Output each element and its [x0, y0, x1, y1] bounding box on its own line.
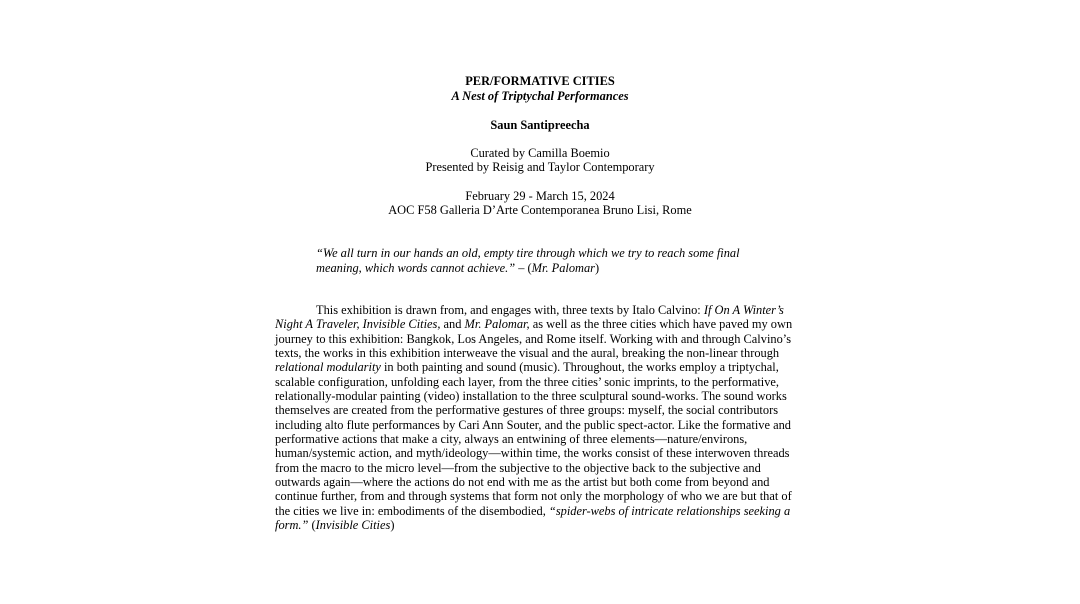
body-line: [275, 518, 805, 532]
body-line: human/systemic action, and myth/ideology—within time, the works consist of these interwoven threads: [275, 446, 790, 461]
curator-line: Curated by Camilla Boemio: [470, 146, 610, 160]
epigraph-source: Mr. Palomar: [531, 260, 596, 275]
epigraph-line-2: [316, 261, 786, 276]
body-line: themselves are created from the performative gestures of three groups: myself, the social contributors: [275, 403, 779, 418]
body-text-run: as well as the three cities which have paved my own: [529, 317, 793, 332]
body-line: [275, 303, 805, 317]
artist-name: Saun Santipreecha: [490, 118, 590, 132]
emphasis-term: relational modularity: [275, 360, 381, 375]
body-paragraph: [275, 303, 805, 533]
inline-quote: “spider-webs of intricate relationships seeking a: [548, 503, 791, 518]
body-text-run: ): [390, 518, 395, 533]
book-title: Invisible Cities: [315, 518, 391, 533]
book-title: If On A Winter’s: [703, 303, 784, 317]
epigraph-close: ): [595, 260, 600, 275]
presenter-line: Presented by Reisig and Taylor Contemporary: [425, 160, 655, 174]
body-line: texts, the works in this exhibition interweave the visual and the aural, breaking the non-linear through: [275, 346, 780, 361]
book-title: Mr. Palomar,: [464, 317, 530, 332]
epigraph-quote: [316, 246, 786, 275]
body-line: outwards again—where the actions do not end with me as the artist but both come from beyond and: [275, 475, 770, 490]
body-text-run: (: [308, 518, 316, 533]
body-line: journey to this exhibition: Bangkok, Los Angeles, and Rome itself. Working with and through Calvino’s: [275, 331, 792, 346]
body-text-run: and: [440, 317, 465, 332]
book-title: Night A Traveler, Invisible Cities,: [275, 317, 441, 332]
body-text-run: This exhibition is drawn from, and engages with, three texts by Italo Calvino:: [316, 303, 704, 317]
body-line: from the macro to the micro level—from the subjective to the objective back to the subjective and: [275, 460, 761, 475]
epigraph-line-2-text: meaning, which words cannot achieve.”: [316, 260, 516, 275]
body-line: scalable configuration, unfolding each layer, from the three cities’ sonic imprints, to the performative,: [275, 374, 780, 389]
body-line: performative actions that make a city, always an entwining of three elements—nature/environs,: [275, 432, 748, 447]
body-line: relationally-modular painting (video) installation to the three sculptural sound-works. The sound works: [275, 389, 787, 404]
exhibition-dates: February 29 - March 15, 2024: [465, 189, 615, 203]
body-line: continue further, from and through systems that form not only the morphology of who we are but that of: [275, 489, 792, 504]
body-text-run: in both painting and sound (music). Throughout, the works employ a triptychal,: [380, 360, 779, 375]
body-line: [275, 317, 805, 331]
epigraph-dash: – (: [515, 260, 532, 275]
epigraph-line-1: “We all turn in our hands an old, empty tire through which we try to reach some final: [316, 246, 740, 260]
body-line: [275, 360, 805, 374]
exhibition-venue: AOC F58 Galleria D’Arte Contemporanea Bruno Lisi, Rome: [388, 203, 692, 217]
body-line: [275, 504, 805, 518]
body-line: including alto flute performances by Cari Ann Souter, and the public spect-actor. Like the formative and: [275, 417, 791, 432]
exhibition-subtitle: A Nest of Triptychal Performances: [451, 89, 629, 103]
inline-quote: form.”: [275, 518, 309, 533]
exhibition-title: PER/FORMATIVE CITIES: [465, 74, 615, 88]
body-text-run: the cities we live in: embodiments of the disembodied,: [275, 503, 549, 518]
